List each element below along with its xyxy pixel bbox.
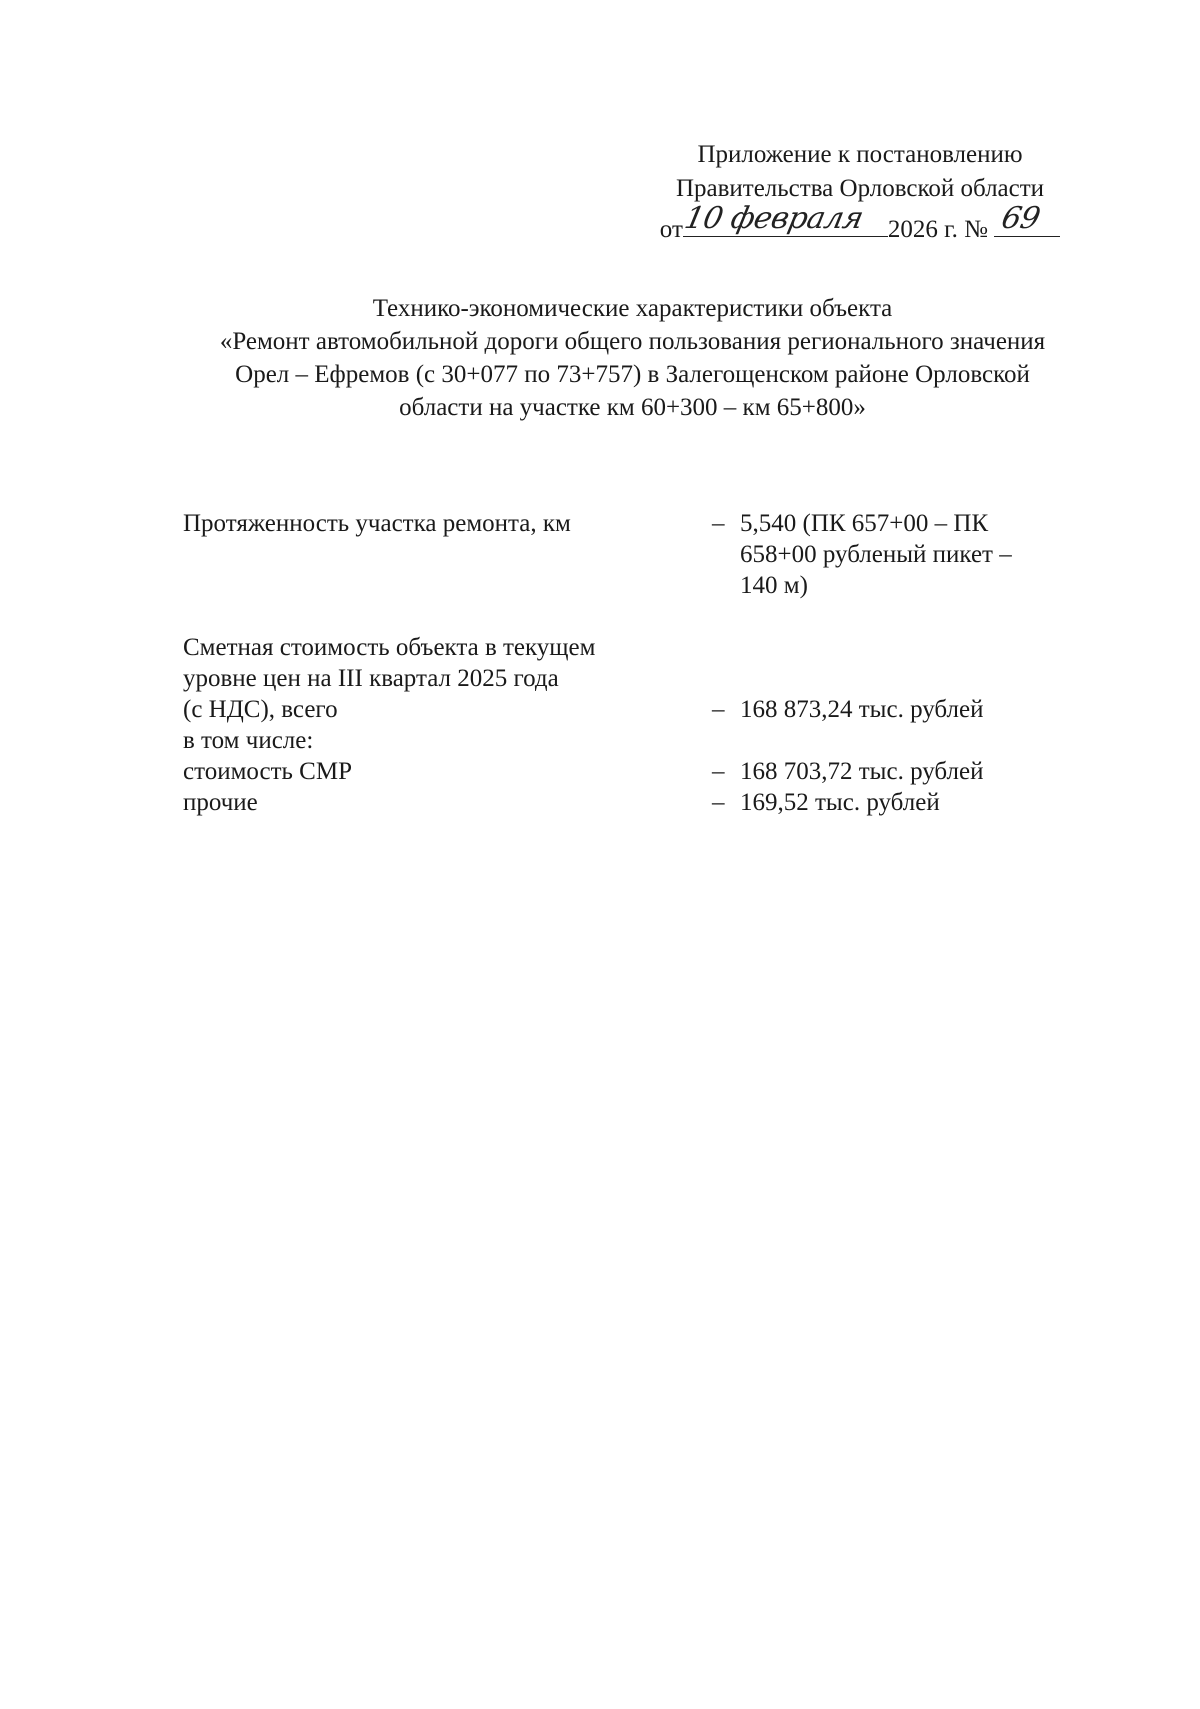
other-value-row <box>712 787 940 818</box>
title-line-1: Технико-экономические характеристики объекта <box>372 295 893 322</box>
handwritten-date-field <box>681 201 888 237</box>
cost-dash: – <box>712 696 725 723</box>
cost-value-row <box>712 694 983 725</box>
year-text: 2026 г. № <box>887 216 988 243</box>
document-title <box>160 292 1105 424</box>
appendix-line-2: Правительства Орловской области <box>675 175 1045 202</box>
length-value-line-2: 658+00 рубленый пикет – <box>740 541 1012 568</box>
smr-dash: – <box>712 758 725 785</box>
handwritten-number-field <box>994 201 1060 237</box>
handwritten-date: 10 февраля <box>681 201 867 236</box>
smr-label: стоимость СМР <box>183 758 352 785</box>
other-label: прочие <box>183 789 258 816</box>
length-value-line-3: 140 м) <box>740 572 808 599</box>
length-value <box>712 508 1072 601</box>
smr-value-row <box>712 756 983 787</box>
smr-value: 168 703,72 тыс. рублей <box>740 758 984 785</box>
other-value: 169,52 тыс. рублей <box>740 789 940 816</box>
appendix-date-line <box>640 201 1080 247</box>
cost-label-line-1: Сметная стоимость объекта в текущем <box>183 634 596 661</box>
appendix-line-1: Приложение к постановлению <box>697 141 1023 168</box>
handwritten-number: 69 <box>998 201 1044 236</box>
title-line-3: Орел – Ефремов (с 30+077 по 73+757) в Залегощенском районе Орловской <box>235 361 1030 388</box>
length-dash: – <box>712 510 725 537</box>
title-line-4: области на участке км 60+300 – км 65+800» <box>399 394 866 421</box>
appendix-header <box>640 138 1080 247</box>
title-line-2: «Ремонт автомобильной дороги общего пользования регионального значения <box>219 328 1046 355</box>
length-value-line-1: 5,540 (ПК 657+00 – ПК <box>740 510 989 537</box>
cost-value: 168 873,24 тыс. рублей <box>740 696 984 723</box>
date-prefix: от <box>659 216 683 243</box>
including-label: в том числе: <box>183 727 314 754</box>
length-label: Протяженность участка ремонта, км <box>183 510 571 537</box>
other-dash: – <box>712 789 725 816</box>
cost-label-line-2: уровне цен на III квартал 2025 года <box>183 665 559 692</box>
cost-label-line-3: (с НДС), всего <box>183 696 338 723</box>
